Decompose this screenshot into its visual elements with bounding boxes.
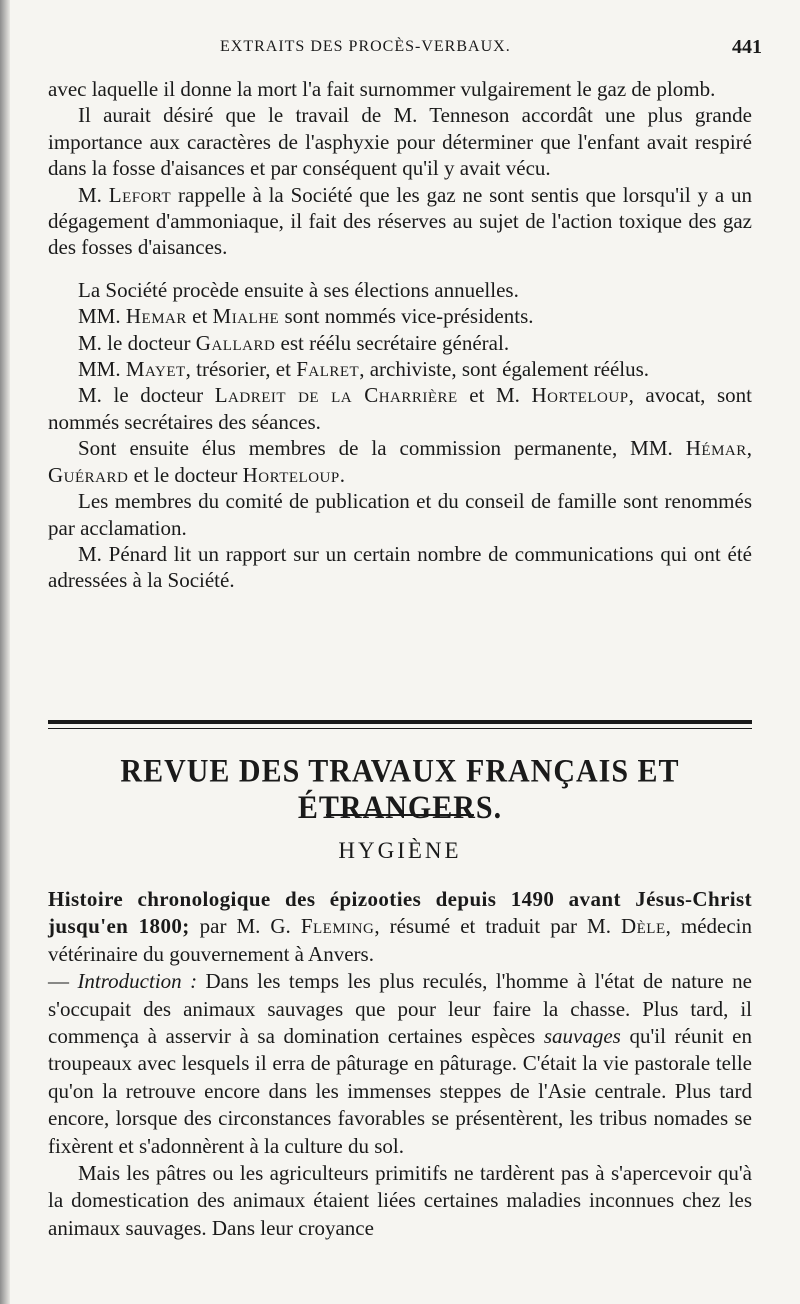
emphasis-text: sauvages xyxy=(543,1024,621,1049)
text-fragment: , avocat, sont nommés secrétaires des séances. xyxy=(48,383,752,434)
person-name: Gallard xyxy=(195,330,276,355)
text-fragment: M. xyxy=(78,182,109,207)
text-fragment: , médecin vétérinaire du gouvernement à Anvers. xyxy=(48,914,752,966)
paragraph-tenneson: Il aurait désiré que le travail de M. Tenneson accordât une plus grande importance aux caractères de l'asphyxie pour déterminer que l'enfant avait respiré dans la fosse d'aisances et par conséquent qu'il y avait vécu. xyxy=(48,103,752,181)
text-fragment: M. le docteur xyxy=(78,330,196,355)
paragraph-secretary-general xyxy=(48,330,752,356)
person-name: Hémar xyxy=(685,436,747,461)
text-fragment: MM. xyxy=(78,304,126,329)
person-name: Guérard xyxy=(48,462,129,487)
paragraph-session-secretaries xyxy=(48,382,752,435)
text-fragment: M. le docteur xyxy=(78,383,215,408)
person-name: Horteloup xyxy=(242,462,340,487)
section-divider-thick xyxy=(48,720,752,724)
text-fragment: , xyxy=(746,436,752,461)
text-fragment: qu'il réunit en troupeaux avec lesquels il erra de pâturage en pâturage. C'était la vie pastorale telle qu'on la retrouve encore dans les immenses steppes de l'Asie centrale. Plus tard encore, lorsque des circonstances favorables se présentèrent, les tribus nomades se fixèrent et s'adonnèrent à la culture du sol. xyxy=(48,1024,752,1158)
text-fragment: est réélu secrétaire général. xyxy=(275,330,510,355)
text-fragment: Dans les temps les plus reculés, l'homme à l'état de nature ne s'occupait des animaux sauvages que pour leur faire la chasse. Plus tard, il commença à asservir à sa domination certaines espèces xyxy=(48,969,752,1049)
subsection-title: HYGIÈNE xyxy=(338,838,462,863)
text-fragment: Sont ensuite élus membres de la commission permanente, MM. xyxy=(78,436,686,461)
text-fragment: , résumé et traduit par M. xyxy=(374,914,621,939)
text-fragment: et M. xyxy=(457,383,532,408)
person-name: Ladreit de la Charrière xyxy=(214,383,458,408)
article-title: Histoire chronologique des épizooties depuis 1490 avant Jésus-Christ jusqu'en 1800; xyxy=(48,887,752,939)
person-name: Falret xyxy=(296,357,360,382)
introduction-label: Introduction : xyxy=(77,969,198,994)
page-number: 441 xyxy=(732,36,762,58)
running-head xyxy=(48,36,772,66)
text-fragment: et le docteur xyxy=(128,462,243,487)
paragraph-lefort xyxy=(48,182,752,261)
paragraph-publication-committee: Les membres du comité de publication et du conseil de famille sont renommés par acclamation. xyxy=(48,489,752,540)
paragraph-primitive-herders: Mais les pâtres ou les agriculteurs primitifs ne tardèrent pas à s'apercevoir qu'à la domestication des animaux étaient liées certaines maladies inconnues chez les animaux sauvages. Dans leur croyance xyxy=(48,1161,752,1240)
minutes-text xyxy=(48,76,752,594)
text-fragment: par M. G. xyxy=(189,914,301,939)
paragraph-penard-report: M. Pénard lit un rapport sur un certain nombre de communications qui ont été adressées à la Société. xyxy=(48,541,752,593)
text-fragment: , archiviste, sont également réélus. xyxy=(359,357,650,382)
text-fragment: — xyxy=(48,969,78,994)
text-fragment: MM. xyxy=(78,357,126,382)
text-fragment: et xyxy=(186,304,213,329)
person-name: Lefort xyxy=(108,182,172,207)
paragraph-continuation: avec laquelle il donne la mort l'a fait surnommer vulgairement le gaz de plomb. xyxy=(48,77,716,101)
section-divider-thin xyxy=(48,728,752,729)
translator-name: Dèle xyxy=(620,914,666,939)
person-name: Mialhe xyxy=(212,304,280,329)
paragraph-permanent-commission xyxy=(48,435,752,488)
person-name: Hemar xyxy=(125,304,187,329)
person-name: Mayet xyxy=(125,357,186,382)
author-name: Fleming xyxy=(300,914,375,939)
text-fragment: rappelle à la Société que les gaz ne sont sentis que lorsqu'il y a un dégagement d'ammoniaque, il fait des réserves au sujet de l'action toxique des gaz des fosses d'aisances. xyxy=(48,182,752,260)
paragraph-elections: La Société procède ensuite à ses élections annuelles. xyxy=(78,277,519,302)
text-fragment: sont nommés vice-présidents. xyxy=(279,304,534,329)
paragraph-vice-presidents xyxy=(48,303,752,329)
running-head-title: EXTRAITS DES PROCÈS-VERBAUX. xyxy=(220,38,511,55)
person-name: Horteloup xyxy=(531,383,629,408)
subsection-rule xyxy=(326,814,474,816)
text-fragment: . xyxy=(339,462,345,487)
text-fragment: , trésorier, et xyxy=(185,357,297,382)
section-title: REVUE DES TRAVAUX FRANÇAIS ET ÉTRANGERS. xyxy=(120,753,680,826)
review-text xyxy=(48,886,752,1242)
paragraph-treasurer-archivist xyxy=(48,356,752,382)
article-heading xyxy=(48,886,752,1160)
